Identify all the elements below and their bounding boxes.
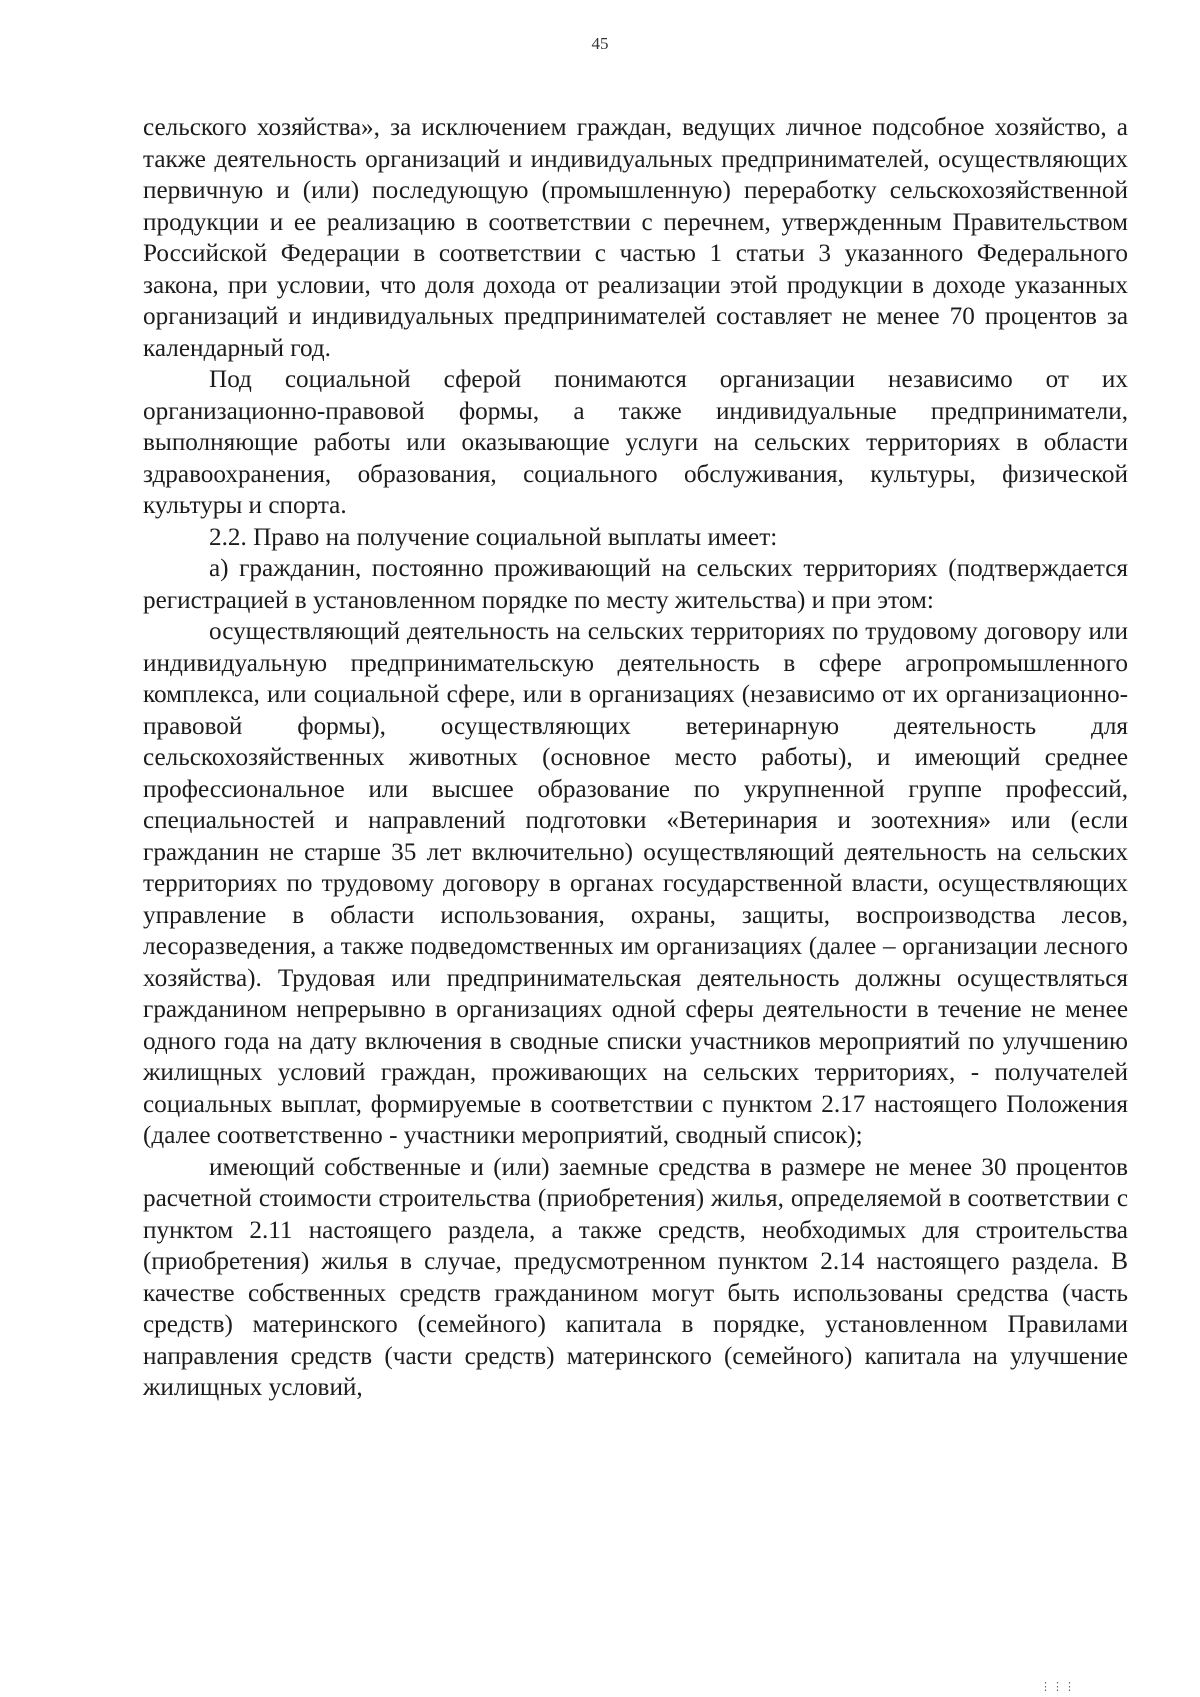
paragraph-own-funds-condition: имеющий собственные и (или) заемные средства в размере не менее 30 процентов расчетной стоимости строительства (приобретения) жилья, определяемой в соответствии с пунктом 2.11 настоящего раздела, а также средств, необходимых для строительства (приобретения) жилья в случае, предусмотренном пунктом 2.14 настоящего раздела. В качестве собственных средств гражданином могут быть использованы средства (часть средств) материнского (семейного) капитала в порядке, установленном Правилами направления средств (части средств) материнского (семейного) капитала на улучшение жилищных условий,: [143, 1153, 1128, 1401]
paragraph-social-sphere: Под социальной сферой понимаются организации независимо от их организационно-правовой формы, а также индивидуальные предприниматели, выполняющие работы или оказывающие услуги на сельских территориях в области здравоохранения, образования, социального обслуживания, культуры, физической культуры и спорта.: [143, 366, 1128, 519]
scan-artifact: ⋮⋮⋮: [1040, 1681, 1076, 1693]
paragraph-agriculture-definition: сельского хозяйства», за исключением граждан, ведущих личное подсобное хозяйство, а также деятельность организаций и индивидуальных предпринимателей, осуществляющих первичную и (или) последующую (промышленную) переработку сельскохозяйственной продукции и ее реализацию в соответствии с перечнем, утвержденным Правительством Российской Федерации в соответствии с частью 1 статьи 3 указанного Федерального закона, при условии, что доля дохода от реализации этой продукции в доходе указанных организаций и индивидуальных предпринимателей составляет не менее 70 процентов за календарный год.: [143, 114, 1128, 362]
body-text: [143, 112, 1128, 1404]
paragraph-section-2-2: 2.2. Право на получение социальной выплаты имеет:: [209, 523, 778, 551]
page-number: 45: [591, 34, 609, 53]
paragraph-employment-condition: осуществляющий деятельность на сельских территориях по трудовому договору или индивидуальную предпринимательскую деятельность в сфере агропромышленного комплекса, или социальной сфере, или в организациях (независимо от их организационно-правовой формы), осуществляющих ветеринарную деятельность для сельскохозяйственных животных (основное место работы), и имеющий среднее профессиональное или высшее образование по укрупненной группе профессий, специальностей и направлений подготовки «Ветеринария и зоотехния» или (если гражданин не старше 35 лет включительно) осуществляющий деятельность на сельских территориях по трудовому договору в органах государственной власти, осуществляющих управление в области использования, охраны, защиты, воспроизводства лесов, лесоразведения, а также подведомственных им организациях (далее – организации лесного хозяйства). Трудовая или предпринимательская деятельность должны осуществляться гражданином непрерывно в организациях одной сферы деятельности в течение не менее одного года на дату включения в сводные списки участников мероприятий по улучшению жилищных условий граждан, проживающих на сельских территориях, - получателей социальных выплат, формируемые в соответствии с пунктом 2.17 настоящего Положения (далее соответственно - участники мероприятий, сводный список);: [143, 618, 1128, 1149]
paragraph-item-a: а) гражданин, постоянно проживающий на сельских территориях (подтверждается регистрацией в установленном порядке по месту жительства) и при этом:: [143, 555, 1128, 614]
